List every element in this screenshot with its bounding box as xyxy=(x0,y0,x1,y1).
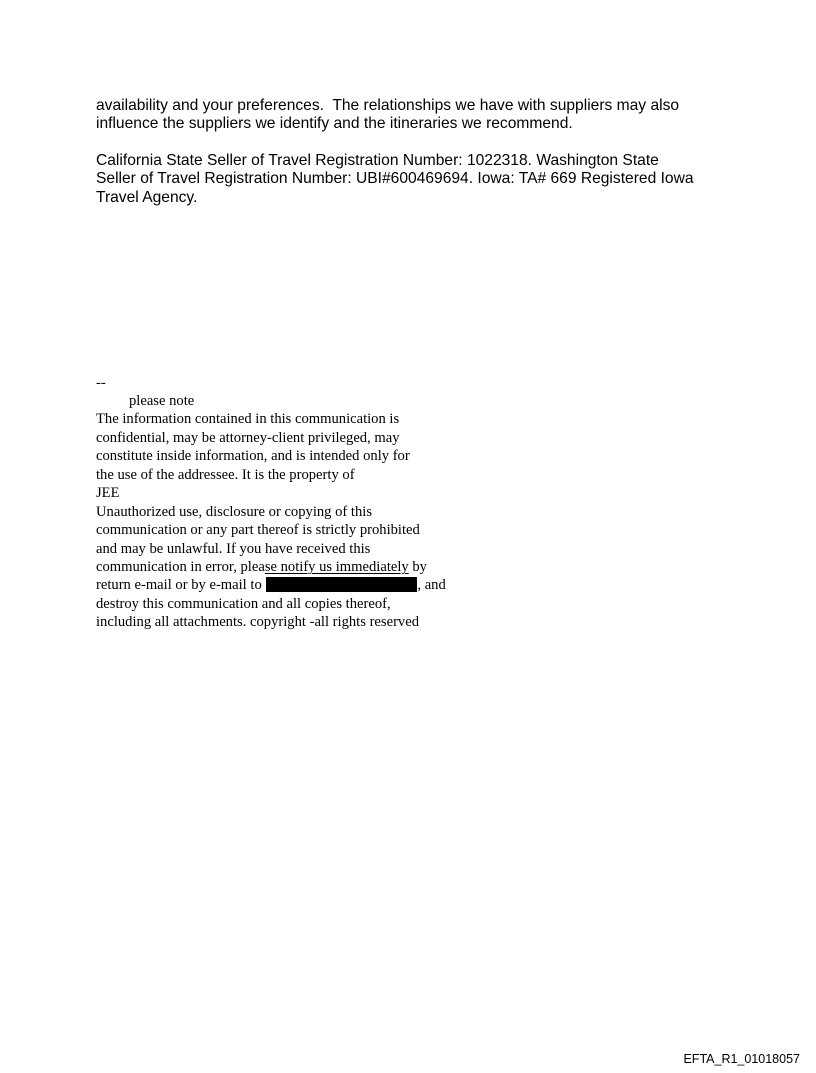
disclaimer-text: return e-mail or by e-mail to xyxy=(96,577,266,593)
disclaimer-line: and may be unlawful. If you have received this xyxy=(96,541,371,557)
disclaimer-line: the use of the addressee. It is the property of xyxy=(96,467,355,483)
signature-note: please note xyxy=(129,393,195,409)
disclaimer-line: constitute inside information, and is intended only for xyxy=(96,448,410,464)
disclaimer-line xyxy=(96,558,427,577)
disclaimer-line: The information contained in this communication is xyxy=(96,411,400,427)
paragraph-line: influence the suppliers we identify and the itineraries we recommend. xyxy=(96,115,573,132)
disclaimer-line: communication or any part thereof is strictly prohibited xyxy=(96,522,420,538)
disclaimer-text: , and xyxy=(417,577,446,593)
disclaimer-line: JEE xyxy=(96,485,120,501)
disclaimer-line: confidential, may be attorney-client privileged, may xyxy=(96,430,400,446)
signature-separator: -- xyxy=(96,375,106,391)
disclaimer-line: destroy this communication and all copies thereof, xyxy=(96,596,391,612)
disclaimer-line xyxy=(96,576,446,595)
underlined-text: se notify us immediately xyxy=(264,559,409,575)
redacted-email-block xyxy=(266,577,417,592)
disclaimer-line: including all attachments. copyright -all rights reserved xyxy=(96,614,419,630)
paragraph-line: Travel Agency. xyxy=(96,189,198,206)
disclaimer-line: Unauthorized use, disclosure or copying of this xyxy=(96,504,373,520)
disclaimer-text: by xyxy=(408,559,427,575)
paragraph-line: California State Seller of Travel Registration Number: 1022318. Washington State xyxy=(96,152,659,169)
document-id-label: EFTA_R1_01018057 xyxy=(683,1052,800,1066)
paragraph-line: Seller of Travel Registration Number: UBI#600469694. Iowa: TA# 669 Registered Iowa xyxy=(96,170,694,187)
paragraph-line: availability and your preferences. The relationships we have with suppliers may also xyxy=(96,97,680,114)
disclaimer-text: communication in error, plea xyxy=(96,559,265,575)
